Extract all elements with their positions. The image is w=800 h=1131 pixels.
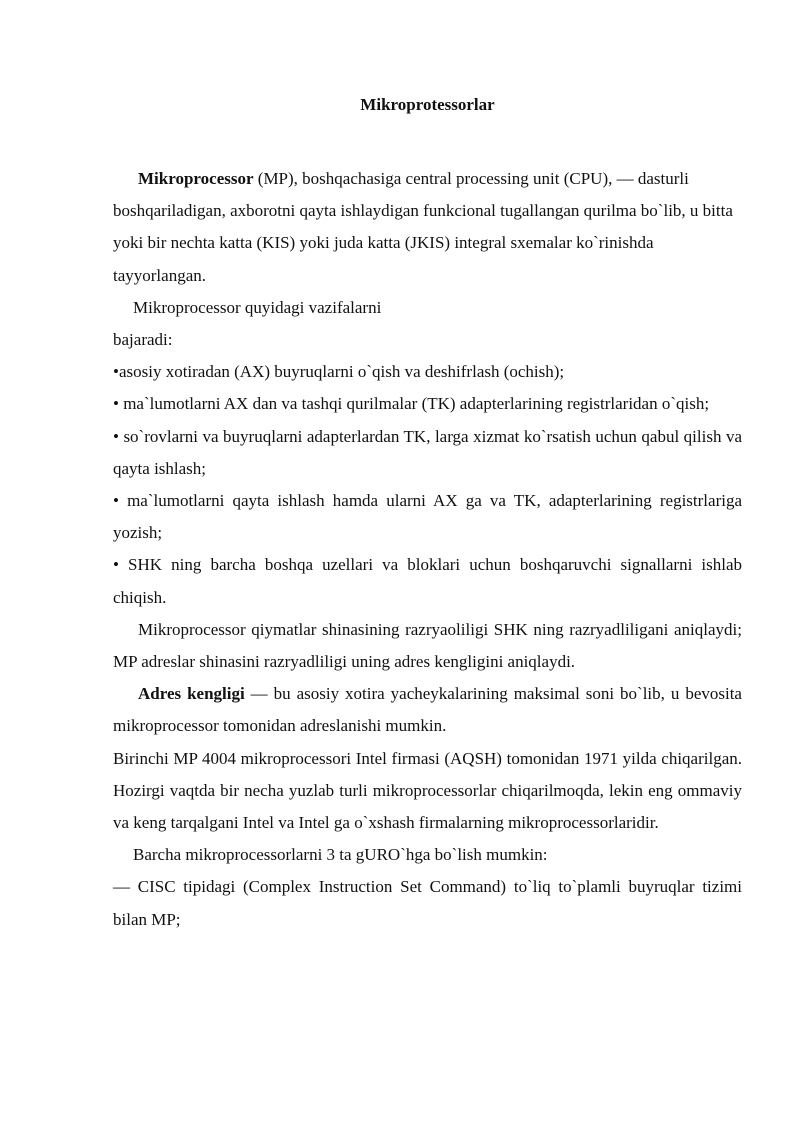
paragraph-bus-width: Mikroprocessor qiymatlar shinasining razryaoliligi SHK ning razryadliligani aniqlaydi; MP adreslar shinasini razryadliligi uning adres kengligini aniqlaydi. bbox=[113, 619, 742, 672]
term-adres-kengligi: Adres kengligi bbox=[138, 684, 245, 704]
paragraph-functions-intro-line1: Mikroprocessor quyidagi vazifalarni bbox=[133, 297, 382, 317]
paragraph-cisc: — CISC tipidagi (Complex Instruction Set Command) to`liq to`plamli buyruqlar tizimi bilan MP; bbox=[113, 877, 742, 929]
address-width-text: — bu asosiy xotira yacheykalarining maksimal soni bo`lib, u bevosita mikroprocessor tomonidan adreslanishi mumkin. bbox=[113, 684, 742, 736]
term-mikroprocessor: Mikroprocessor bbox=[138, 169, 254, 188]
bullet-item-2: • ma`lumotlarni AX dan va tashqi qurilmalar (TK) adapterlarining registrlaridan o`qish; bbox=[113, 394, 710, 414]
paragraph-functions-intro-line2: bajaradi: bbox=[113, 330, 173, 350]
document-title: Mikroprotessorlar bbox=[360, 95, 495, 114]
paragraph-mikroprocessor-definition bbox=[113, 163, 742, 292]
bullet-item-1: •asosiy xotiradan (AX) buyruqlarni o`qish va deshifrlash (ochish); bbox=[113, 362, 565, 382]
definition-text: (MP), boshqachasiga central processing unit (CPU), — dasturli boshqariladigan, axborotni qayta ishlaydigan funkcional tugallangan qurilma bo`lib, u bitta yoki bir nechta katta (KIS) yoki juda katta (JKIS) integral sxemalar ko`rinishda tayyorlangan. bbox=[113, 169, 733, 285]
paragraph-groups-intro: Barcha mikroprocessorlarni 3 ta gURO`hga bo`lish mumkin: bbox=[133, 845, 548, 865]
bullet-item-3: • so`rovlarni va buyruqlarni adapterlardan TK, larga xizmat ko`rsatish uchun qabul qilish va qayta ishlash; bbox=[113, 426, 742, 478]
bullet-item-4: • ma`lumotlarni qayta ishlash hamda ularni AX ga va TK, adapterlarining registrlariga yozish; bbox=[113, 491, 742, 543]
paragraph-address-width bbox=[113, 678, 742, 742]
document-body bbox=[113, 163, 742, 936]
paragraph-first-mp: Birinchi MP 4004 mikroprocessori Intel firmasi (AQSH) tomonidan 1971 yilda chiqarilgan. Hozirgi vaqtda bir necha yuzlab turli mikroprocessorlar chiqarilmoqda, lekin eng ommaviy va keng tarqalgani Intel va Intel ga o`xshash firmalarning mikroprocessorlaridir. bbox=[113, 748, 742, 833]
bullet-item-5: • SHK ning barcha boshqa uzellari va bloklari uchun boshqaruvchi signallarni ishlab chiqish. bbox=[113, 555, 742, 607]
